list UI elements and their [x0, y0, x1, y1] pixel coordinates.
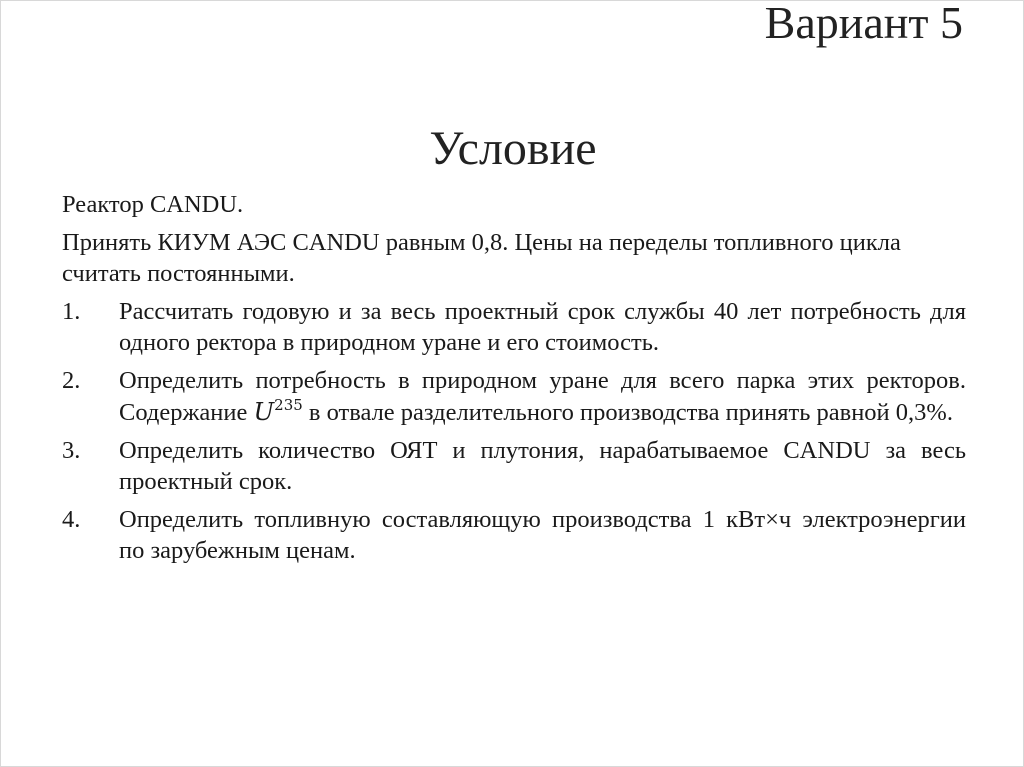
- item-number: 1.: [62, 298, 81, 325]
- list-item: [62, 296, 966, 358]
- isotope-symbol: U: [253, 397, 275, 426]
- variant-title: Вариант 5: [764, 0, 963, 48]
- item-text: Определить количество ОЯТ и плутония, нарабатываемое CANDU за весь проектный срок.: [119, 437, 966, 495]
- item-number: 2.: [62, 367, 81, 394]
- item-number: 3.: [62, 437, 81, 464]
- uranium-isotope: [254, 397, 303, 426]
- list-item: [62, 504, 966, 566]
- item-text-before: Определить потребность в природном уране для всего парка этих ректоров. Содержание: [119, 367, 966, 426]
- item-text-after: в отвале разделительного производства принять равной 0,3%.: [308, 399, 953, 426]
- item-text: Определить топливную составляющую производства 1 кВт×ч электроэнергии по зарубежным ценам.: [119, 506, 966, 564]
- item-text: Рассчитать годовую и за весь проектный срок службы 40 лет потребность для одного ректора в природном уране и его стоимость.: [119, 298, 966, 356]
- item-text: [119, 365, 966, 428]
- assumption-paragraph: Принять КИУМ АЭС CANDU равным 0,8. Цены на переделы топливного цикла считать постоянными.: [62, 229, 901, 287]
- condition-heading: Условие: [429, 122, 597, 175]
- reactor-line: Реактор CANDU.: [62, 191, 244, 218]
- isotope-mass: 235: [274, 396, 303, 414]
- list-item: [62, 365, 966, 428]
- item-number: 4.: [62, 506, 81, 533]
- list-item: [62, 435, 966, 497]
- condition-body: [62, 189, 966, 573]
